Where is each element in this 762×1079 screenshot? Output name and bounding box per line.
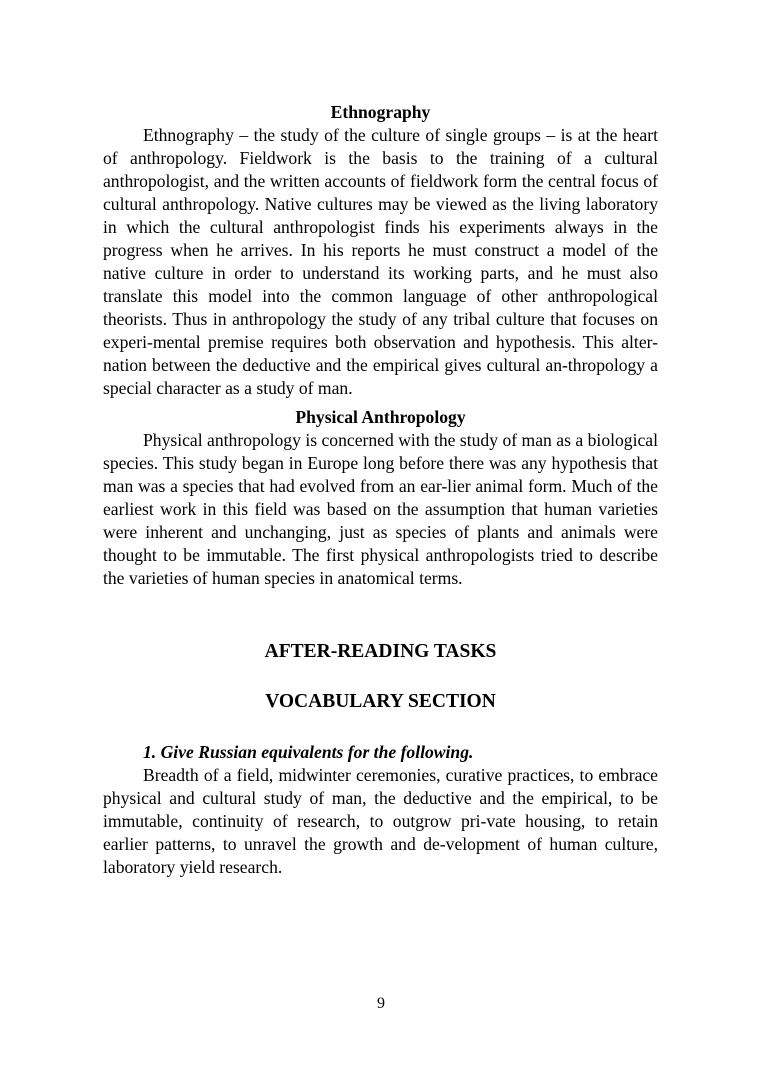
ethnography-paragraph: Ethnography – the study of the culture of single groups – is at the heart of anthropology. Fieldwork is the basis to the training of a cultural anthropologist, and the written accounts of fieldwork form the central focus of cultural anthropology. Native cultures may be viewed as the living laboratory in which the cultural anthropologist finds his experiments always in the progress when he arrives. In his reports he must construct a model of the native culture in order to understand its working parts, and he must also translate this model into the common language of other anthropological theorists. Thus in anthropology the study of any tribal culture that focuses on experi-mental premise requires both observation and hypothesis. This alter-nation between the deductive and the empirical gives cultural an-thropology a special character as a study of man. [103,125,658,398]
page-body [103,101,658,879]
task-1-instruction: 1. Give Russian equivalents for the following. [143,742,474,762]
ethnography-heading: Ethnography [330,102,431,122]
physical-anthropology-heading: Physical Anthropology [295,407,466,427]
task-1-text: Breadth of a field, midwinter ceremonies, curative practices, to embrace physical and cultural study of man, the deductive and the empirical, to be immutable, continuity of research, to outgrow pri-vate housing, to retain earlier patterns, to unravel the growth and de-velopment of human culture, laboratory yield research. [103,765,658,877]
after-reading-tasks-title: AFTER-READING TASKS [264,641,497,662]
page-number: 9 [377,995,385,1012]
physical-anthropology-paragraph: Physical anthropology is concerned with the study of man as a biological species. This study began in Europe long before there was any hypothesis that man was a species that had evolved from an ear-lier animal form. Much of the earliest work in this field was based on the assumption that human varieties were inherent and unchanging, just as species of plants and animals were thought to be immutable. The first physical anthropologists tried to describe the varieties of human species in anatomical terms. [103,430,658,588]
vocabulary-section-title: VOCABULARY SECTION [265,691,496,712]
